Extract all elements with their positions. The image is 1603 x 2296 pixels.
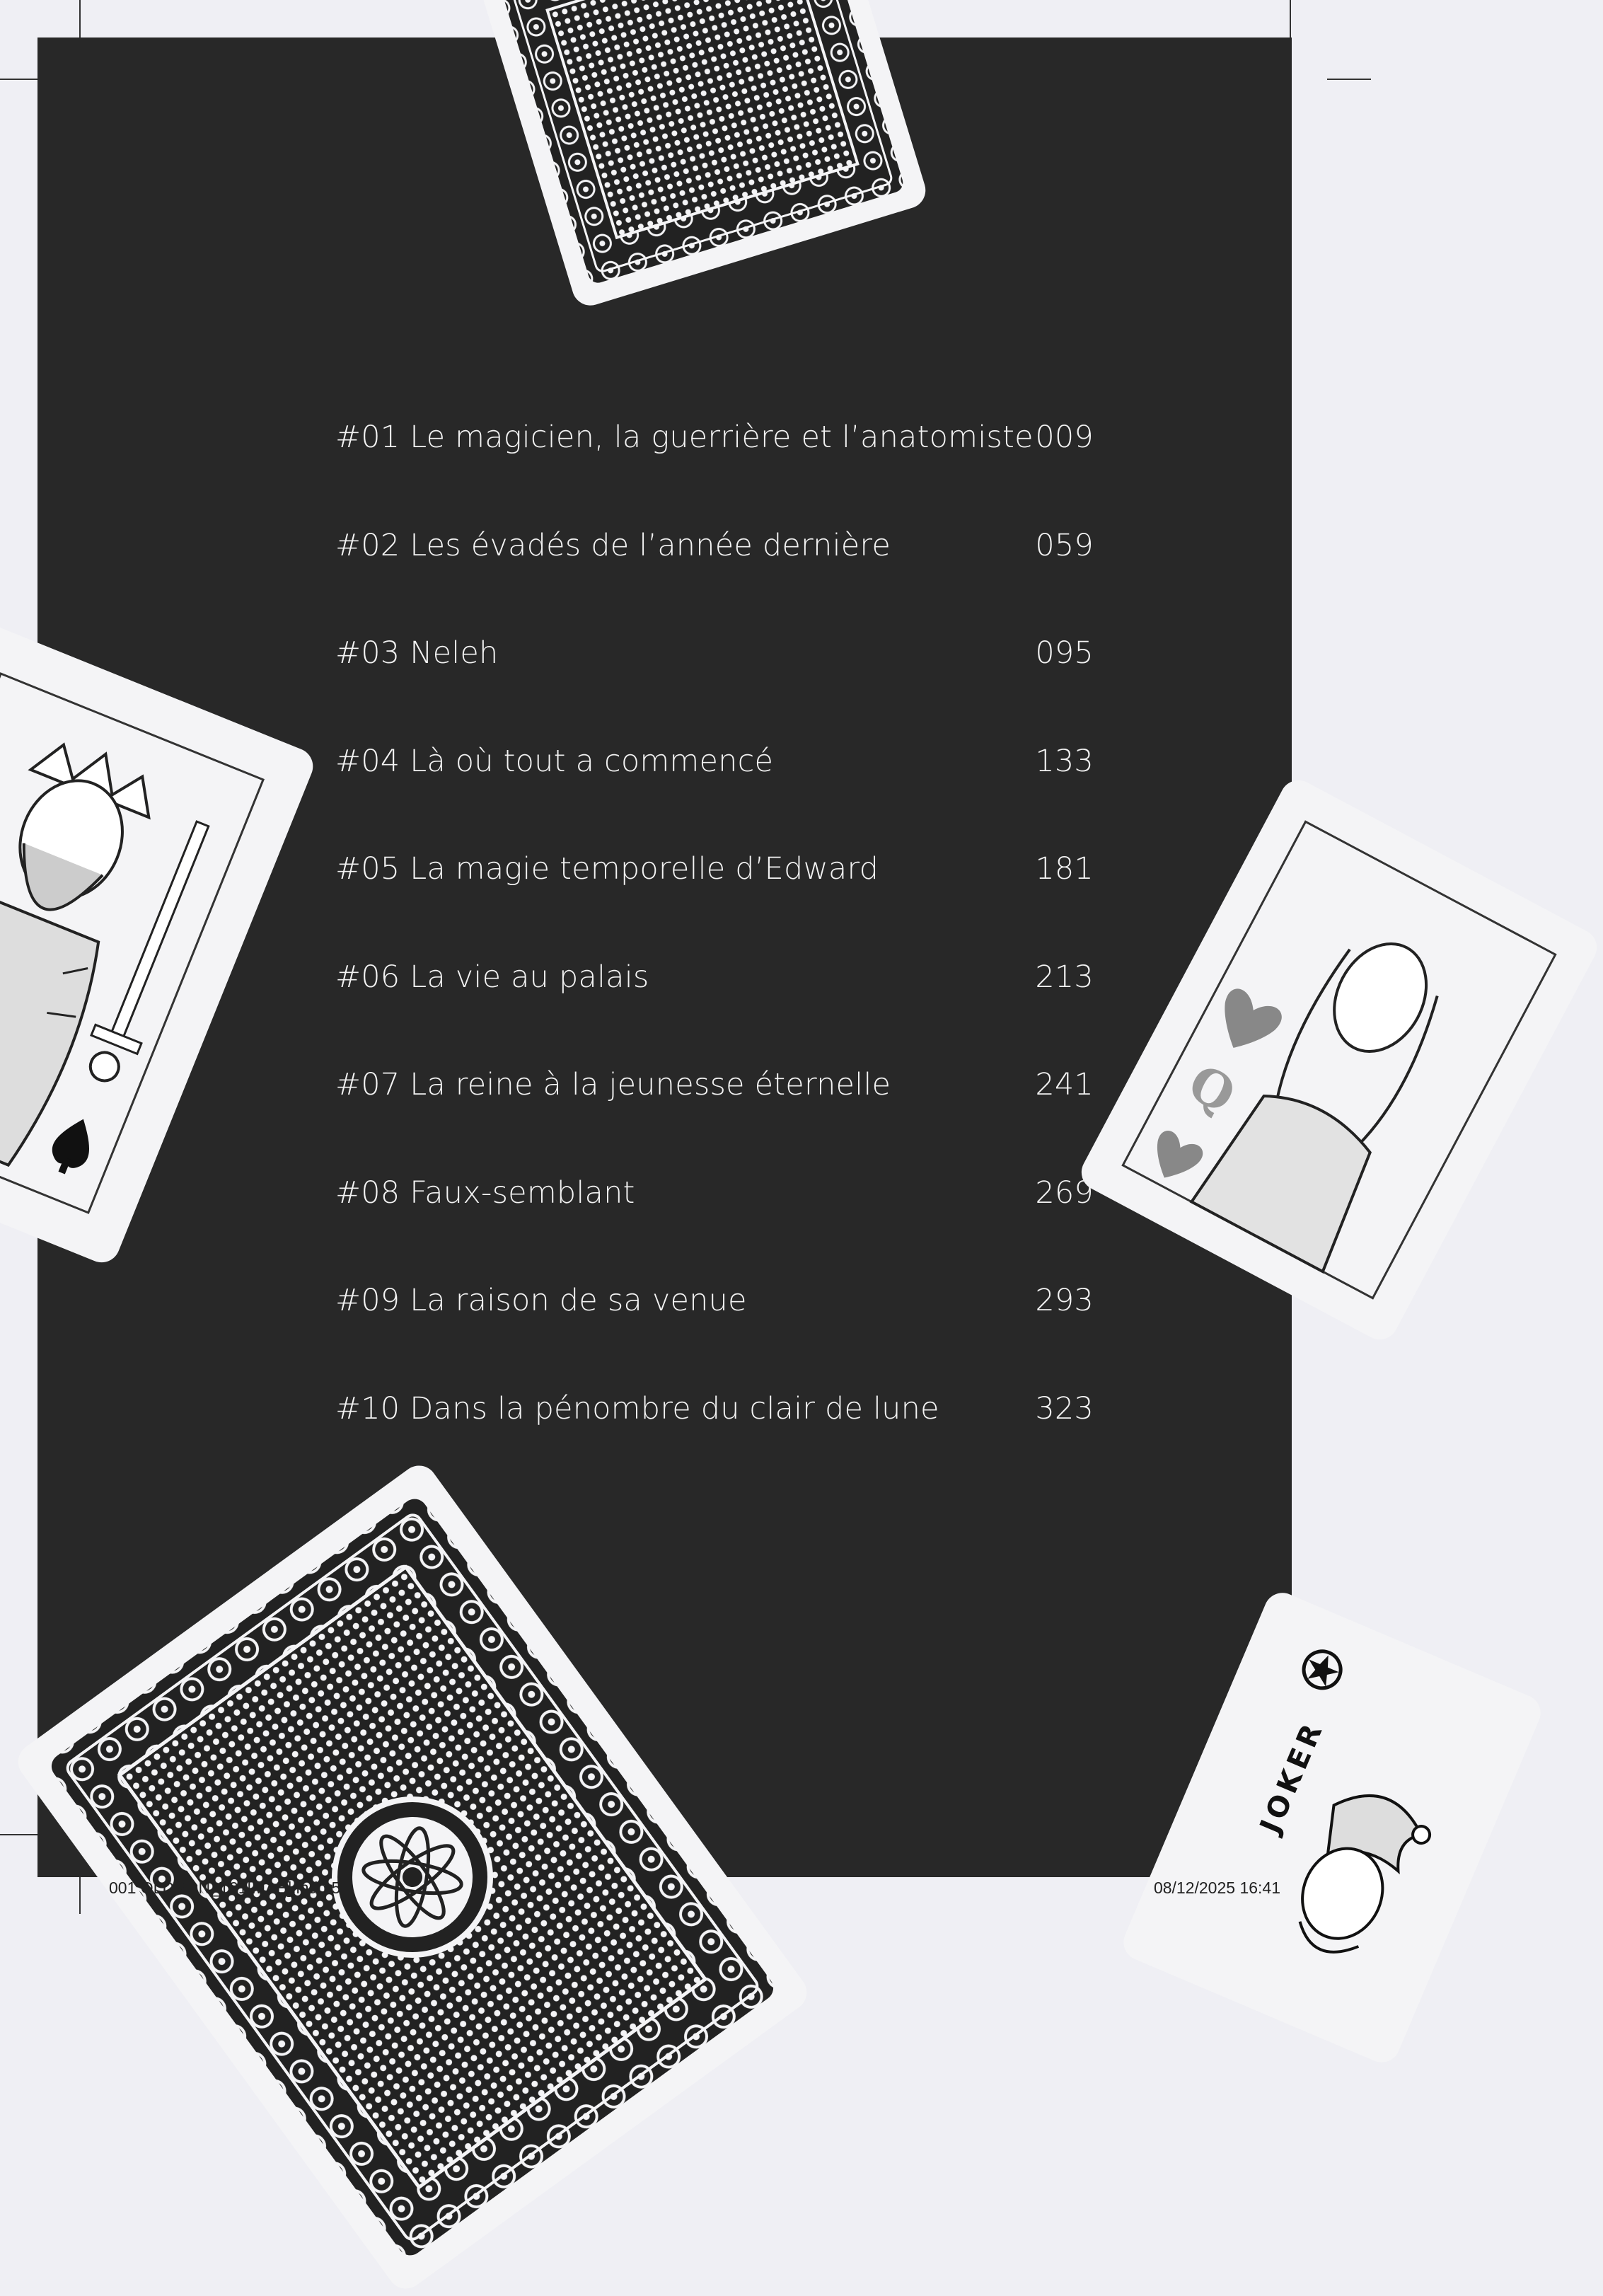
chapter-title: #08 Faux-semblant bbox=[335, 1175, 635, 1211]
toc-entry[interactable] bbox=[335, 635, 1094, 744]
queen-letter: Q bbox=[1179, 1052, 1245, 1125]
queen-of-hearts-card-image bbox=[1075, 774, 1603, 1346]
toc-entry[interactable] bbox=[335, 851, 1094, 959]
chapter-title: #02 Les évadés de l’année dernière bbox=[335, 527, 891, 563]
toc-entry[interactable] bbox=[335, 744, 1094, 852]
chapter-title: #04 Là où tout a commencé bbox=[335, 743, 774, 779]
toc-entry[interactable] bbox=[335, 1067, 1094, 1175]
page-number: 323 bbox=[1035, 1390, 1094, 1426]
toc-entry[interactable] bbox=[335, 1283, 1094, 1391]
page-number: 059 bbox=[1035, 527, 1094, 563]
toc-entry[interactable] bbox=[335, 1175, 1094, 1283]
chapter-title: #09 La raison de sa venue bbox=[335, 1283, 747, 1318]
chapter-title: #03 Neleh bbox=[335, 635, 499, 671]
chapter-title: #07 La reine à la jeunesse éternelle bbox=[335, 1067, 891, 1102]
page-number: 293 bbox=[1035, 1283, 1094, 1318]
king-of-spades-card-image bbox=[0, 618, 318, 1268]
page-number: 269 bbox=[1035, 1175, 1094, 1211]
toc-entry[interactable] bbox=[335, 420, 1094, 528]
toc-entry[interactable] bbox=[335, 1391, 1094, 1499]
slug-filename: 001 OLDMAN_T01[MAE].indd 5 bbox=[109, 1879, 341, 1897]
joker-card-image bbox=[1118, 1587, 1546, 2068]
toc-entry[interactable] bbox=[335, 528, 1094, 636]
card-back-bottom-image bbox=[11, 1458, 814, 2296]
table-of-contents bbox=[335, 420, 1094, 1499]
chapter-title: #10 Dans la pénombre du clair de lune bbox=[335, 1390, 939, 1426]
page-number: 095 bbox=[1035, 635, 1094, 671]
card-back-top-image bbox=[475, 0, 930, 310]
joker-label: JOKER bbox=[1254, 1715, 1331, 1838]
printed-page bbox=[37, 38, 1331, 1877]
slug-timestamp: 08/12/2025 16:41 bbox=[1153, 1879, 1280, 1897]
crop-mark bbox=[1327, 79, 1371, 80]
page-number: 133 bbox=[1035, 743, 1094, 779]
chapter-title: #05 La magie temporelle d’Edward bbox=[335, 851, 879, 887]
page-number: 181 bbox=[1035, 851, 1094, 887]
chapter-title: #06 La vie au palais bbox=[335, 959, 649, 995]
chapter-title: #01 Le magicien, la guerrière et l’anatomiste bbox=[335, 420, 1034, 455]
page-number: 241 bbox=[1035, 1067, 1094, 1102]
page-number: 009 bbox=[1035, 420, 1094, 455]
page-number: 213 bbox=[1035, 959, 1094, 995]
toc-entry[interactable] bbox=[335, 959, 1094, 1068]
